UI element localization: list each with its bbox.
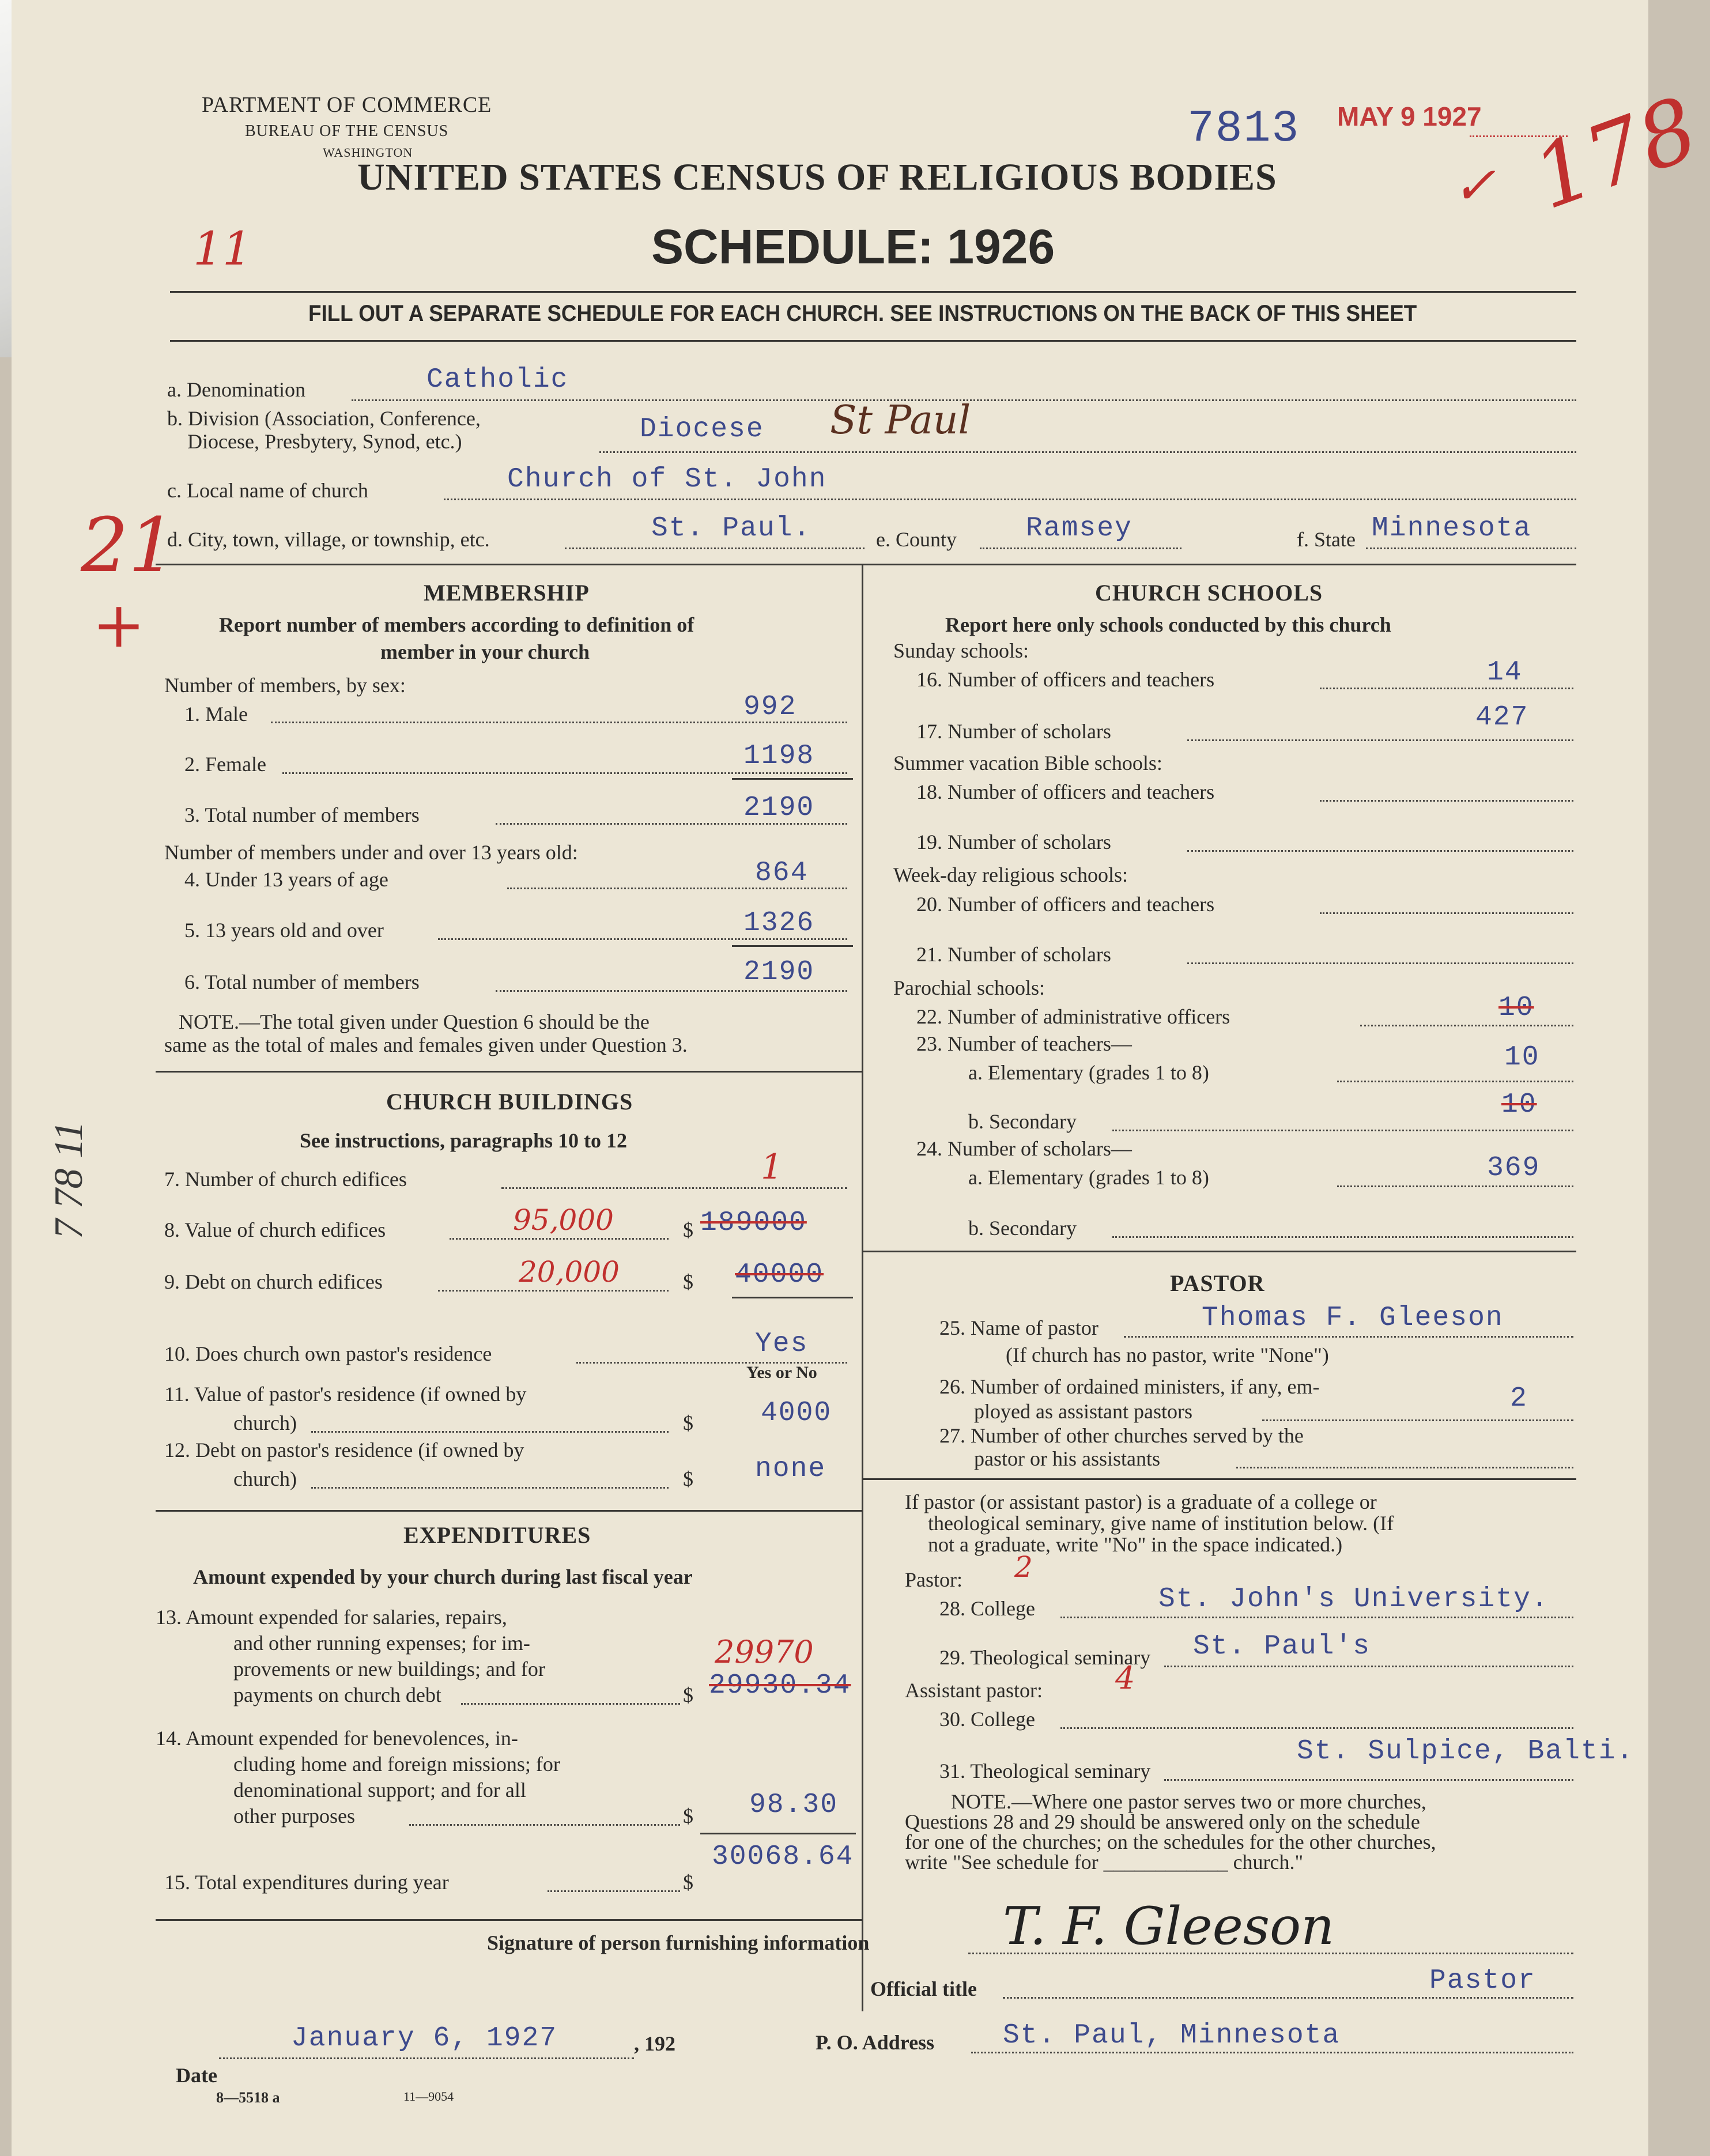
- q13-dollar: $: [683, 1683, 693, 1706]
- q23-label: 23. Number of teachers—: [916, 1032, 1132, 1055]
- grad-text-2: theological seminary, give name of institution below. (If: [928, 1512, 1394, 1535]
- pastor-note-3: for one of the churches; on the schedules for the other churches,: [905, 1830, 1436, 1853]
- q14-label-2: cluding home and foreign missions; for: [233, 1753, 560, 1776]
- q16-label: 16. Number of officers and teachers: [916, 668, 1215, 691]
- q7-label: 7. Number of church edifices: [164, 1168, 407, 1191]
- q1-label: 1. Male: [184, 703, 248, 726]
- q8-label: 8. Value of church edifices: [164, 1218, 386, 1241]
- q14-label-4: other purposes: [233, 1804, 355, 1827]
- q3-value: 2190: [743, 792, 815, 824]
- q26-label-1: 26. Number of ordained ministers, if any, em-: [939, 1375, 1320, 1398]
- yes-no-hint: Yes or No: [746, 1363, 817, 1382]
- grad-text-3: not a graduate, write "No" in the space indicated.): [928, 1533, 1343, 1556]
- denomination-label: a. Denomination: [167, 378, 305, 401]
- q15-label: 15. Total expenditures during year: [164, 1871, 449, 1894]
- q13-label-1: 13. Amount expended for salaries, repairs,: [156, 1606, 507, 1629]
- date-value: January 6, 1927: [291, 2023, 558, 2054]
- page-title: UNITED STATES CENSUS OF RELIGIOUS BODIES: [357, 156, 1277, 198]
- q14-dollar: $: [683, 1804, 693, 1827]
- denomination-value: Catholic: [426, 364, 569, 395]
- q23b-label: b. Secondary: [968, 1110, 1077, 1133]
- q13-label-2: and other running expenses; for im-: [233, 1632, 530, 1655]
- q23a-label: a. Elementary (grades 1 to 8): [968, 1061, 1209, 1084]
- q13-typed-value: 29930.34: [709, 1670, 851, 1701]
- county-label: e. County: [876, 528, 957, 551]
- q9-dollar: $: [683, 1270, 693, 1293]
- q20-label: 20. Number of officers and teachers: [916, 893, 1215, 916]
- q4-label: 4. Under 13 years of age: [184, 868, 388, 891]
- q31-value: St. Sulpice, Balti.: [1297, 1736, 1634, 1767]
- by-age-label: Number of members under and over 13 years old:: [164, 841, 578, 864]
- q5-label: 5. 13 years old and over: [184, 919, 384, 942]
- q6-label: 6. Total number of members: [184, 971, 420, 994]
- q24b-label: b. Secondary: [968, 1217, 1077, 1240]
- annotation-left-number: 21: [81, 501, 176, 589]
- annotation-left-top: 11: [193, 222, 252, 275]
- q21-label: 21. Number of scholars: [916, 943, 1111, 966]
- schools-title: CHURCH SCHOOLS: [1095, 580, 1323, 606]
- q9-typed-value: 40000: [735, 1259, 824, 1290]
- q15-dollar: $: [683, 1871, 693, 1894]
- membership-note-1: NOTE.—The total given under Question 6 should be the: [179, 1010, 650, 1033]
- pastor-grad-label: Pastor:: [905, 1568, 963, 1591]
- q8-dollar: $: [683, 1218, 693, 1241]
- expenditures-sub: Amount expended by your church during last fiscal year: [193, 1565, 693, 1588]
- pastor-note-4: write "See schedule for ____________ church.": [905, 1851, 1304, 1874]
- q31-label: 31. Theological seminary: [939, 1759, 1151, 1783]
- q11-value: 4000: [761, 1398, 832, 1429]
- q12-dollar: $: [683, 1467, 693, 1490]
- bureau-label: BUREAU OF THE CENSUS: [245, 122, 449, 140]
- q25-label: 25. Name of pastor: [939, 1316, 1099, 1339]
- q8-handwritten-value: 95,000: [513, 1203, 614, 1237]
- q14-label-3: denominational support; and for all: [233, 1779, 526, 1802]
- q18-label: 18. Number of officers and teachers: [916, 780, 1215, 803]
- parochial-label: Parochial schools:: [893, 976, 1045, 999]
- q2-label: 2. Female: [184, 753, 266, 776]
- pastor-note-1: NOTE.—Where one pastor serves two or more churches,: [951, 1790, 1426, 1813]
- q9-label: 9. Debt on church edifices: [164, 1270, 383, 1293]
- grad-text-1: If pastor (or assistant pastor) is a graduate of a college or: [905, 1490, 1377, 1513]
- by-sex-label: Number of members, by sex:: [164, 674, 406, 697]
- q26-value: 2: [1510, 1383, 1528, 1414]
- q26-label-2: ployed as assistant pastors: [974, 1400, 1192, 1423]
- official-title-label: Official title: [870, 1977, 977, 2000]
- q16-value: 14: [1487, 657, 1523, 688]
- sunday-label: Sunday schools:: [893, 639, 1029, 662]
- membership-note-2: same as the total of males and females given under Question 3.: [164, 1033, 688, 1056]
- q17-value: 427: [1475, 702, 1529, 733]
- division-label-1: b. Division (Association, Conference,: [167, 407, 481, 430]
- date-label: Date: [176, 2064, 217, 2087]
- county-value: Ramsey: [1026, 513, 1133, 544]
- census-form: PARTMENT OF COMMERCE BUREAU OF THE CENSUS WASHINGTON 7813 MAY 9 1927 UNITED STATES CENSUS OF RELIGIOUS BODIES SCHEDULE: 1926 FILL OUT A SEPARATE SCHEDULE FOR EACH CHURCH. SEE INSTRUCTIONS ON THE BACK OF THIS SHEET a. Denomination Catholic b. Division (Association, Conference, Diocese, Presbytery, Synod, etc.) Diocese St Paul c. Local name of church Church of St. John d. City, town, village, or township, etc. St. Paul. e. County Ramsey f. State Minnesota MEMBERSHIP Report number of members according to definition of member in your church Number of members, by sex: 1. Male 992 2. Female 1198 3. Total number of members 2190 Number of members under and over 13 years old: 4. Under 13 years of age 864 5. 13 years old and over 1326 6. Total number of members 2190 NOTE.—The total given under Question 6 should be the same as the total of males and females given under Question 3. CHURCH BUILDINGS See instructions, paragraphs 10 to 12 7. Number of church edifices 1 8. Value of church edifices $ 189000 95,000 9. Debt on church edifices $ 40000 20,000 10. Does church own pastor's residence Yes Yes or No 11. Value of pastor's residence (if owned by church) $ 4000 12. Debt on pastor's residence (if owned by church) $ none EXPENDITURES Amount expended by your church during last fiscal year 13. Amount expended for salaries, repairs, and other running expenses; for im- provements or new buildings; and for payments on church debt $ 29930.34 29970 14. Amount expended for benevolences, in- cluding home and foreign missions; for denominational support; and for all other purposes $ 98.30 15. Total expenditures during year $ 30068.64 CHURCH SCHOOLS Report here only schools conducted by this church Sunday schools: 16. Number of officers and teachers 14 17. Number of scholars 427 Summer vacation Bible schools: 18. Number of officers and teachers 19. Number of scholars Week-day religious schools: 20. Number of officers and teachers 21. Number of scholars Parochial schools: 22. Number of administrative officers 10 23. Number of teachers— a. Elementary (grades 1 to 8) 10 b. Secondary 10 24. Number of scholars— a. Elementary (grades 1 to 8) 369 b. Secondary PASTOR 25. Name of pastor Thomas F. Gleeson (If church has no pastor, write "None") 26. Number of ordained ministers, if any, em- ployed as assistant pastors 2 27. Number of other churches served by the pastor or his assistants If pastor (or assistant pastor) is a graduate of a college or theological seminary, give name of institution below. (If not a graduate, write "No" in the space indicated.) Pastor: 2 28. College St. John's University. 29. Theological seminary St. Paul's Assistant pastor: 4 30. College 31. Theological seminary St. Sulpice, Balti. NOTE.—Where one pastor serves two or more churches, Questions 28 and 29 should be answered only on the schedule for one of the churches; on the schedules for the other churches, write "See schedule for ____________ church." Signature of person furnishing information T. F. Gleeson Official title Pastor Date January 6, 1927 , 192 P. O. Address St. Paul, Minnesota 8—5518 a 11—9054 178 ✓ 21 + 11 7 78 11: [12, 0, 1648, 2156]
- q12-value: none: [755, 1453, 826, 1485]
- assistant-grad-label: Assistant pastor:: [905, 1679, 1043, 1702]
- q15-value: 30068.64: [712, 1841, 854, 1872]
- city-value: St. Paul.: [651, 513, 811, 544]
- pastor-title: PASTOR: [1170, 1270, 1265, 1296]
- church-name-label: c. Local name of church: [167, 479, 368, 502]
- expenditures-title: EXPENDITURES: [403, 1522, 591, 1548]
- q29-value: St. Paul's: [1193, 1631, 1371, 1662]
- state-value: Minnesota: [1372, 513, 1532, 544]
- q11-label-2: church): [233, 1411, 297, 1434]
- q27-label-2: pastor or his assistants: [974, 1447, 1160, 1470]
- annotation-left-margin: 7 78 11: [47, 1121, 91, 1239]
- membership-sub-2: member in your church: [380, 640, 590, 663]
- q12-label-1: 12. Debt on pastor's residence (if owned by: [164, 1438, 524, 1462]
- church-name-value: Church of St. John: [507, 464, 827, 495]
- schools-sub: Report here only schools conducted by this church: [945, 613, 1391, 636]
- city-label: d. City, town, village, or township, etc.: [167, 528, 490, 551]
- q17-label: 17. Number of scholars: [916, 720, 1111, 743]
- q1-value: 992: [743, 692, 797, 723]
- q14-label-1: 14. Amount expended for benevolences, in-: [156, 1727, 518, 1750]
- q25-value: Thomas F. Gleeson: [1202, 1302, 1504, 1334]
- q3-label: 3. Total number of members: [184, 803, 420, 826]
- q29-label: 29. Theological seminary: [939, 1646, 1151, 1669]
- q22-label: 22. Number of administrative officers: [916, 1005, 1230, 1028]
- q28-label: 28. College: [939, 1597, 1035, 1620]
- q24a-value: 369: [1487, 1153, 1541, 1184]
- dept-label: PARTMENT OF COMMERCE: [202, 93, 492, 117]
- q13-label-4: payments on church debt: [233, 1683, 441, 1706]
- q19-label: 19. Number of scholars: [916, 830, 1111, 854]
- official-title-value: Pastor: [1429, 1965, 1536, 1996]
- date-year-suffix: , 192: [634, 2032, 675, 2055]
- form-number: 8—5518 a: [216, 2089, 280, 2106]
- q6-value: 2190: [743, 957, 815, 988]
- division-label-2: Diocese, Presbytery, Synod, etc.): [187, 430, 462, 453]
- division-handwritten: St Paul: [830, 398, 971, 443]
- q30-label: 30. College: [939, 1708, 1035, 1731]
- q23b-value: 10: [1501, 1089, 1537, 1120]
- state-label: f. State: [1297, 528, 1356, 551]
- instruction-banner: FILL OUT A SEPARATE SCHEDULE FOR EACH CHURCH. SEE INSTRUCTIONS ON THE BACK OF THIS SHEET: [308, 301, 1417, 326]
- buildings-title: CHURCH BUILDINGS: [386, 1089, 633, 1115]
- weekday-label: Week-day religious schools:: [893, 863, 1128, 886]
- q24a-label: a. Elementary (grades 1 to 8): [968, 1166, 1209, 1189]
- q11-dollar: $: [683, 1411, 693, 1434]
- schedule-title: SCHEDULE: 1926: [651, 220, 1055, 274]
- division-value: Diocese: [640, 414, 764, 445]
- q2-value: 1198: [743, 741, 815, 772]
- q14-value: 98.30: [749, 1789, 839, 1821]
- buildings-sub: See instructions, paragraphs 10 to 12: [300, 1129, 628, 1152]
- q11-label-1: 11. Value of pastor's residence (if owned by: [164, 1383, 527, 1406]
- q4-value: 864: [755, 858, 809, 889]
- received-stamp: MAY 9 1927: [1337, 101, 1482, 131]
- po-address-value: St. Paul, Minnesota: [1003, 2020, 1341, 2051]
- q10-value: Yes: [755, 1328, 809, 1360]
- signature: T. F. Gleeson: [1003, 1896, 1335, 1957]
- membership-sub-1: Report number of members according to definition of: [219, 613, 694, 636]
- q5-value: 1326: [743, 908, 815, 939]
- q10-label: 10. Does church own pastor's residence: [164, 1342, 492, 1365]
- pastor-note-2: Questions 28 and 29 should be answered only on the schedule: [905, 1810, 1420, 1833]
- summer-label: Summer vacation Bible schools:: [893, 752, 1162, 775]
- q13-label-3: provements or new buildings; and for: [233, 1657, 545, 1681]
- q27-label-1: 27. Number of other churches served by the: [939, 1424, 1304, 1447]
- print-number: 11—9054: [403, 2089, 454, 2104]
- annotation-top-right: 178: [1520, 78, 1710, 229]
- q25-note: (If church has no pastor, write "None"): [1006, 1343, 1329, 1366]
- q23a-value: 10: [1504, 1042, 1540, 1073]
- serial-number: 7813: [1187, 104, 1300, 154]
- q28-value: St. John's University.: [1158, 1584, 1549, 1615]
- q22-value: 10: [1498, 992, 1534, 1024]
- q24-label: 24. Number of scholars—: [916, 1137, 1132, 1160]
- membership-title: MEMBERSHIP: [424, 580, 590, 606]
- q9-handwritten-value: 20,000: [519, 1255, 620, 1289]
- q13-handwritten-value: 29970: [715, 1634, 814, 1670]
- po-address-label: P. O. Address: [816, 2031, 935, 2054]
- q7-value: 1: [761, 1147, 783, 1187]
- signature-label: Signature of person furnishing information: [487, 1931, 870, 1954]
- q12-label-2: church): [233, 1467, 297, 1490]
- washington-label: WASHINGTON: [323, 145, 413, 160]
- q8-typed-value: 189000: [700, 1207, 807, 1239]
